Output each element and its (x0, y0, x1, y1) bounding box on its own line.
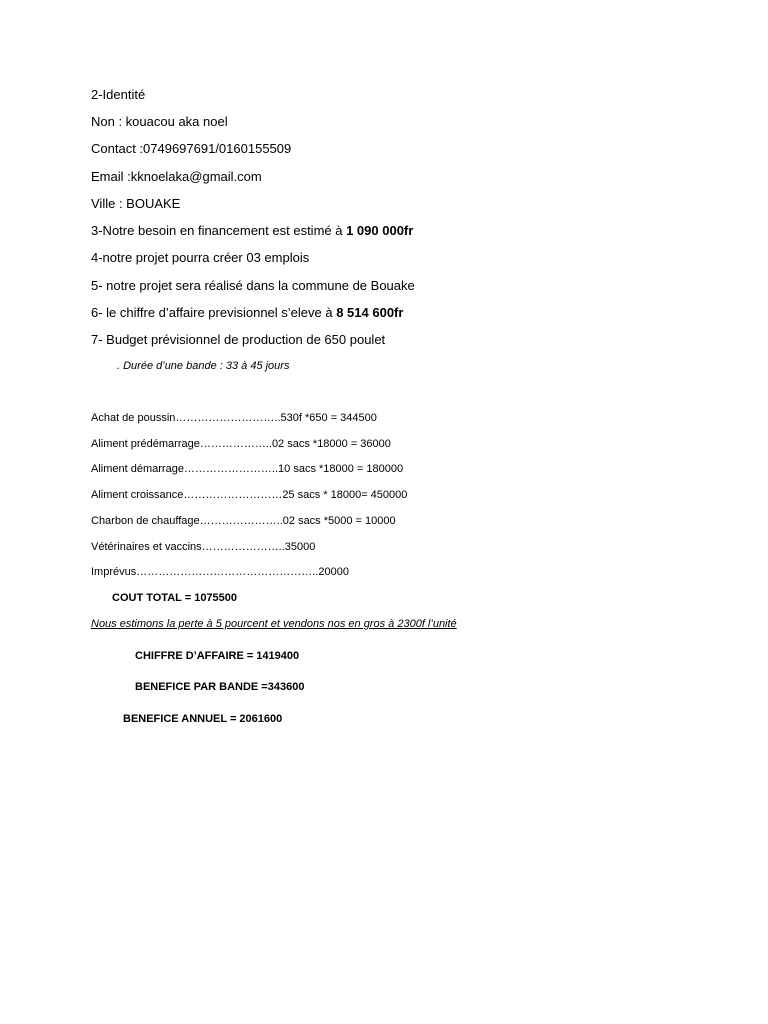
budget-line: Imprévus…………………………………………..20000 (91, 566, 349, 578)
loss-note: Nous estimons la perte à 5 pourcent et vendons nos en gros à 2300f l’unité (91, 618, 457, 630)
duration-note: . Durée d’une bande : 33 à 45 jours (117, 360, 290, 372)
point-budget: 7- Budget prévisionnel de production de 650 poulet (91, 332, 386, 347)
identity-heading: 2-Identité (91, 87, 146, 102)
point-revenue-amount: 8 514 600fr (336, 305, 404, 320)
point-location: 5- notre projet sera réalisé dans la commune de Bouake (91, 278, 415, 293)
annual-profit: BENEFICE ANNUEL = 2061600 (123, 713, 283, 725)
point-financing-amount: 1 090 000fr (346, 223, 414, 238)
budget-line: Charbon de chauffage…………………..02 sacs *5000 = 10000 (91, 515, 396, 527)
point-financing (91, 224, 413, 237)
point-revenue (91, 306, 403, 319)
budget-line: Vétérinaires et vaccins…………………..35000 (91, 541, 316, 553)
total-cost: COUT TOTAL = 1075500 (112, 592, 238, 604)
identity-contact: Contact :0749697691/0160155509 (91, 141, 292, 156)
profit-per-batch: BENEFICE PAR BANDE =343600 (135, 681, 305, 693)
point-revenue-text: 6- le chiffre d’affaire previsionnel s’eleve à (91, 305, 337, 320)
identity-email: Email :kknoelaka@gmail.com (91, 169, 262, 184)
point-jobs: 4-notre projet pourra créer 03 emplois (91, 250, 310, 265)
budget-line: Aliment prédémarrage………………..02 sacs *18000 = 36000 (91, 438, 391, 450)
budget-line: Aliment croissance………………………25 sacs * 18000= 450000 (91, 489, 408, 501)
identity-city: Ville : BOUAKE (91, 196, 181, 211)
revenue-total: CHIFFRE D’AFFAIRE = 1419400 (135, 650, 300, 662)
budget-line: Aliment démarrage……………………..10 sacs *18000 = 180000 (91, 463, 404, 475)
identity-name: Non : kouacou aka noel (91, 114, 228, 129)
point-financing-text: 3-Notre besoin en financement est estimé à (91, 223, 347, 238)
budget-line: Achat de poussin………………………..530f *650 = 344500 (91, 412, 377, 424)
